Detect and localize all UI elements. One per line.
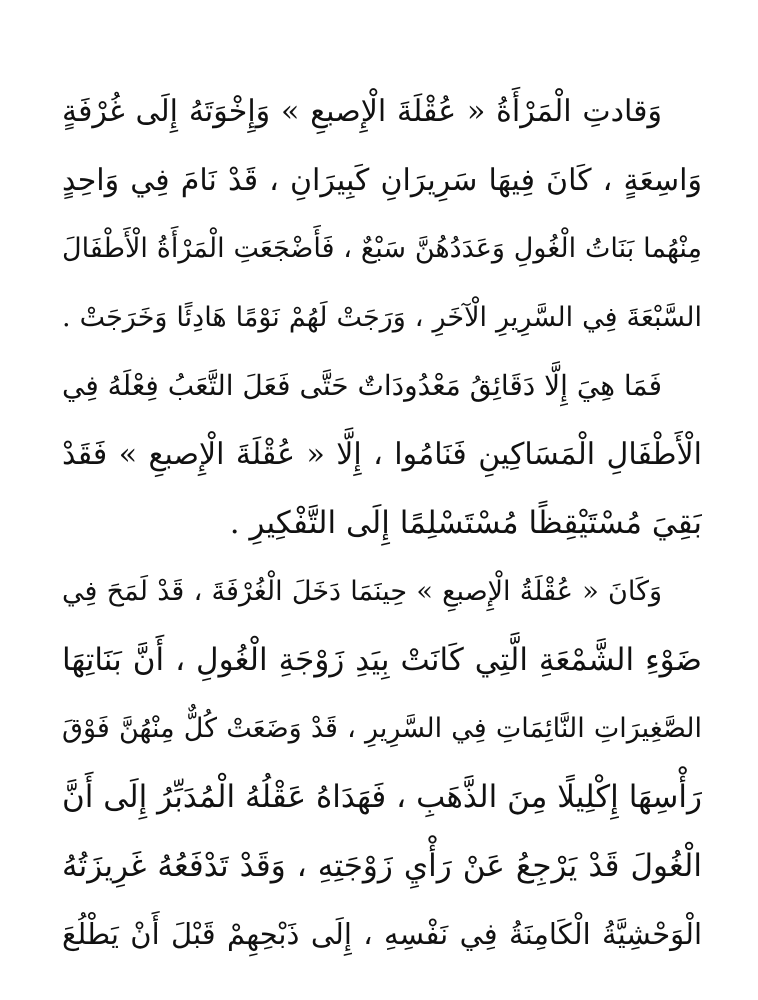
text-line: وَكَانَ « عُقْلَةُ الْإِصبعِ » حِينَمَا دَخَلَ الْغُرْفَةَ ، قَدْ لَمَحَ فِي [62,575,662,607]
paragraph-1 [62,78,702,352]
text-line: الْأَطْفَالِ الْمَسَاكِينِ فَنَامُوا ، إِلَّا « عُقْلَةَ الْإِصبعِ » فَقَدْ [62,436,702,472]
text-line: السَّبْعَةَ فِي السَّرِيرِ الْآخَرِ ، وَرَجَتْ لَهُمْ نَوْمًا هَادِئًا وَخَرَجَتْ . [62,301,702,333]
text-line: الْوَحْشِيَّةُ الْكَامِنَةُ فِي نَفْسِهِ ، إِلَى ذَبْحِهِمْ قَبْلَ أَنْ يَطْلُعَ [62,917,702,951]
text-line: ضَوْءِ الشَّمْعَةِ الَّتِي كَانَتْ بِيَدِ زَوْجَةِ الْغُولِ ، أَنَّ بَنَاتِهَا [62,642,702,678]
text-line: فَمَا هِيَ إِلَّا دَقَائِقُ مَعْدُودَاتٌ حَتَّى فَعَلَ التَّعَبُ فِعْلَهُ فِي [62,369,662,402]
book-page [62,78,702,969]
paragraph-3 [62,558,702,969]
text-line: رَأْسِهَا إِكْلِيلًا مِنَ الذَّهَبِ ، فَهَدَاهُ عَقْلُهُ الْمُدَبِّرُ إِلَى أَنَّ [62,779,702,815]
text-line: بَقِيَ مُسْتَيْقِظًا مُسْتَسْلِمًا إِلَى التَّفْكِيرِ . [229,505,702,541]
text-line: الْغُولَ قَدْ يَرْجِعُ عَنْ رَأْيِ زَوْجَتِهِ ، وَقَدْ تَدْفَعُهُ غَرِيزَتُهُ [62,847,702,884]
text-line: الصَّغِيرَاتِ النَّائِمَاتِ فِي السَّرِيرِ ، قَدْ وَضَعَتْ كُلٌّ مِنْهُنَّ فَوْقَ [62,712,702,744]
text-line: مِنْهُما بَنَاتُ الْغُولِ وَعَدَدُهُنَّ سَبْعٌ ، فَأَضْجَعَتِ الْمَرْأَةُ الْأَطْفَالَ [62,233,702,264]
paragraph-2 [62,352,702,558]
text-line: وَقادتِ الْمَرْأَةُ « عُقْلَةَ الْإِصبعِ » وَإِخْوَتَهُ إِلَى غُرْفَةٍ [62,94,662,129]
text-line: وَاسِعَةٍ ، كَانَ فِيهَا سَرِيرَانِ كَبِيرَانِ ، قَدْ نَامَ فِي وَاحِدٍ [62,162,702,198]
